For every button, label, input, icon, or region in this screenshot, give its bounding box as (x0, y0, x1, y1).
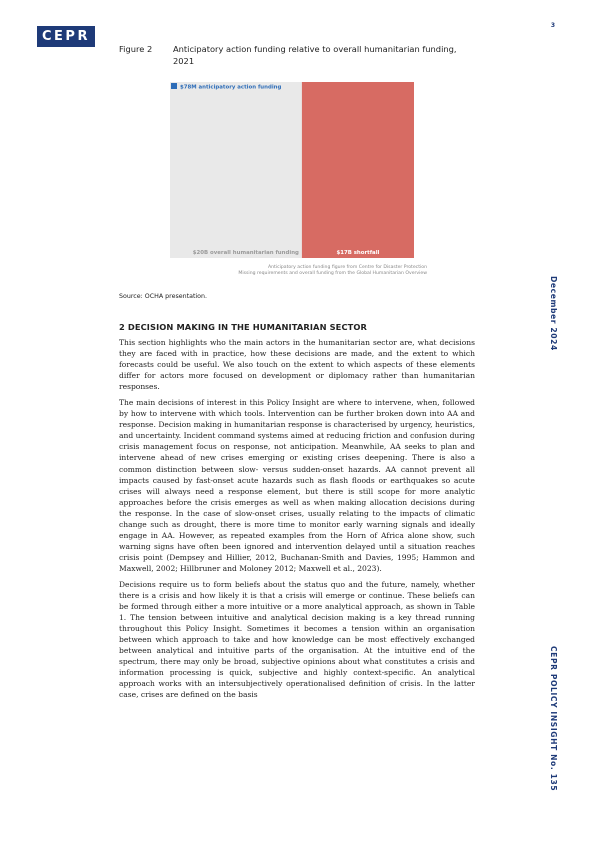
funding-chart (170, 82, 414, 258)
sidebar-date: December 2024 (549, 276, 558, 351)
paragraph-3: Decisions require us to form beliefs about the status quo and the future, namely, whether there is a crisis and how likely it is that a crisis will emerge or continue. These beliefs can be formed through either a more intuitive or a more analytical approach, as shown in Table 1. The tension between intuitive and analytical decision making is a key thread running throughout this Policy Insight. Sometimes it becomes a tension within an organisation between which approach to take and how knowledge can be most effectively exchanged between analytical and intuitive parts of the organisation. At the intuitive end of the spectrum, there may only be broad, subjective opinions about what constitutes a crisis and information processing is quick, subjective and highly context-specific. An analytical approach works with an intersubjectively operationalised definition of crisis. In the latter case, crises are defined on the basis (119, 579, 475, 700)
anticipatory-label: $78M anticipatory action funding (180, 84, 282, 91)
shortfall-bar (302, 82, 414, 258)
figure-heading (119, 44, 479, 67)
figure-source: Source: OCHA presentation. (119, 293, 208, 300)
body-text (119, 337, 475, 706)
sidebar-series: CEPR POLICY INSIGHT No. 135 (549, 646, 558, 792)
figure-number: Figure 2 (119, 44, 153, 54)
cepr-logo: CEPR (37, 26, 95, 47)
page-number: 3 (550, 22, 555, 29)
section-heading: 2 DECISION MAKING IN THE HUMANITARIAN SECTOR (119, 322, 368, 332)
anticipatory-funding-marker (171, 83, 177, 89)
figure-caption (140, 265, 427, 277)
paragraph-2: The main decisions of interest in this Policy Insight are where to intervene, when, followed by how to intervene with which tools. Intervention can be further broken down into AA and response. Decision making in humanitarian response is characterised by urgency, heuristics, and uncertainty. Incident command systems aimed at reducing friction and confusion during crisis management focus on response, not anticipation. Meanwhile, AA seeks to plan and intervene ahead of new crises emerging or existing crises deepening. There is also a common distinction between slow- versus sudden-onset hazards. AA cannot prevent all impacts caused by fast-onset acute hazards such as flash floods or earthquakes so acute crises will always need a response element, but there is still scope for more analytic approaches before the crisis emerges as well as when making allocation decisions during the response. In the case of slow-onset crises, usually relating to the impacts of climatic change such as drought, there is more time to monitor early warning signals and ideally engage in AA. However, as repeated examples from the Horn of Africa alone show, such warning signs have often been ignored and intervention delayed until a situation reaches crisis point (Dempsey and Hillier, 2012, Buchanan-Smith and Davies, 1995; Hammon and Maxwell, 2002; Hillbruner and Moloney 2012; Maxwell et al., 2023). (119, 398, 475, 573)
caption-line-2: Missing requirements and overall funding from the Global Humanitarian Overview (238, 270, 427, 276)
overall-funding-bar (170, 82, 302, 258)
figure-title: Anticipatory action funding relative to overall humanitarian funding, 2021 (173, 44, 457, 66)
chart-svg (170, 82, 414, 258)
caption-line-1: Anticipatory action funding figure from Centre for Disaster Protection (267, 265, 427, 270)
paragraph-1: This section highlights who the main actors in the humanitarian sector are, what decisions they are faced with in practice, how these decisions are made, and the extent to which forecasts could be useful. We also touch on the extent to which aspects of these elements differ for actors more focused on development or diplomacy rather than humanitarian responses. (119, 338, 475, 392)
overall-funding-label: $20B overall humanitarian funding (192, 250, 299, 256)
shortfall-label: $17B shortfall (336, 250, 380, 256)
